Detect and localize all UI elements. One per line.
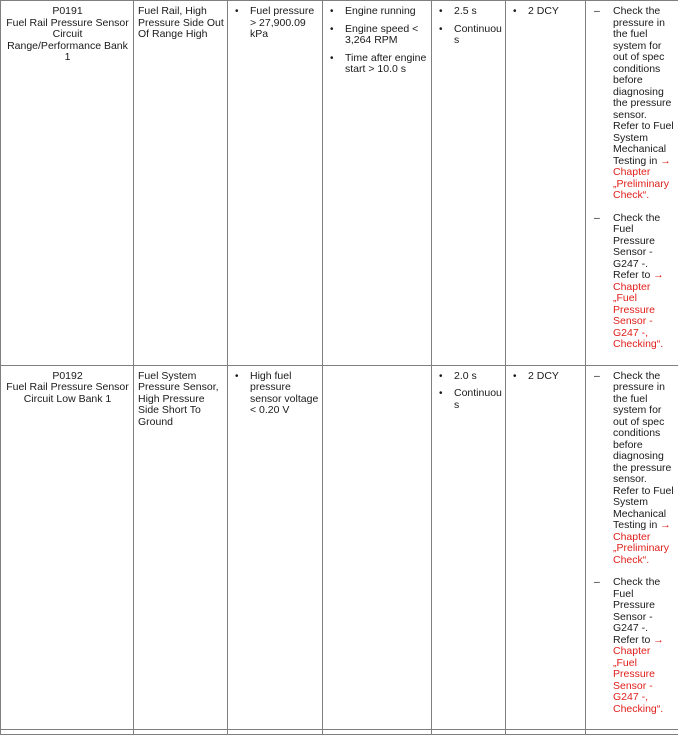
- dash-icon: –: [594, 6, 600, 18]
- actions-cell: [586, 365, 678, 730]
- conditions-list: [327, 6, 428, 76]
- error-text-cell: [134, 1, 228, 366]
- time-list: [436, 371, 502, 412]
- list-item: [510, 371, 582, 383]
- error-text-cell: [134, 365, 228, 730]
- bullet-icon: •: [235, 371, 239, 383]
- empty-cell: [1, 730, 134, 735]
- dtc-cell: [1, 365, 134, 730]
- dtc-name: Fuel Rail Pressure Sensor Circuit Range/Performance Bank 1: [5, 18, 130, 64]
- empty-cell: [506, 730, 586, 735]
- empty-cell: [134, 730, 228, 735]
- error-text: Fuel Rail, High Pressure Side Out Of Range High: [138, 6, 224, 41]
- action-item: [590, 371, 675, 567]
- list-item-text: Engine speed < 3,264 RPM: [345, 23, 418, 47]
- dash-icon: –: [594, 371, 600, 383]
- list-item: [436, 6, 502, 18]
- dtc-code: P0191: [5, 6, 130, 18]
- chapter-link[interactable]: → Chapter „Preliminary Check“.: [613, 519, 671, 566]
- action-text: Check the Fuel Pressure Sensor -G247 -. Refer to: [613, 576, 660, 646]
- action-text: Check the Fuel Pressure Sensor -G247 -. Refer to: [613, 212, 660, 282]
- dtc-cell: [1, 1, 134, 366]
- list-item-text: 2 DCY: [528, 370, 559, 382]
- time-cell: [432, 1, 506, 366]
- bullet-icon: •: [439, 6, 443, 18]
- chapter-link[interactable]: → Chapter „Fuel Pressure Sensor -G247 -, Checking“.: [613, 634, 664, 715]
- mil-cell: [506, 365, 586, 730]
- list-item: [327, 6, 428, 18]
- empty-cell: [432, 730, 506, 735]
- error-text: Fuel System Pressure Sensor, High Pressure Side Short To Ground: [138, 371, 224, 429]
- list-item: [436, 371, 502, 383]
- actions-list: [590, 6, 675, 351]
- actions-cell: [586, 1, 678, 366]
- list-item: [327, 24, 428, 47]
- list-item-text: Time after engine start > 10.0 s: [345, 52, 426, 76]
- threshold-list: [232, 371, 319, 417]
- bullet-icon: •: [439, 371, 443, 383]
- list-item-text: Continuous: [454, 23, 502, 47]
- bullet-icon: •: [235, 6, 239, 18]
- list-item: [436, 24, 502, 47]
- empty-cell: [323, 730, 432, 735]
- bullet-icon: •: [330, 53, 334, 65]
- bullet-icon: •: [330, 6, 334, 18]
- list-item: [232, 6, 319, 41]
- threshold-cell: [228, 365, 323, 730]
- conditions-cell: [323, 1, 432, 366]
- table-row: [1, 730, 678, 735]
- dash-icon: –: [594, 213, 600, 225]
- dash-icon: –: [594, 577, 600, 589]
- list-item: [510, 6, 582, 18]
- bullet-icon: •: [439, 24, 443, 36]
- list-item-text: 2.0 s: [454, 370, 477, 382]
- action-text: Check the pressure in the fuel system for out of spec conditions before diagnosing the pressure sensor. Refer to Fuel System Mechanical Testing in: [613, 370, 674, 532]
- mil-list: [510, 6, 582, 18]
- list-item-text: Continuous: [454, 387, 502, 411]
- time-cell: [432, 365, 506, 730]
- list-item-text: High fuel pressure sensor voltage < 0.20 V: [250, 370, 318, 417]
- empty-cell: [228, 730, 323, 735]
- dtc-code: P0192: [5, 371, 130, 383]
- list-item-text: Engine running: [345, 5, 416, 17]
- action-text: Check the pressure in the fuel system for out of spec conditions before diagnosing the pressure sensor. Refer to Fuel System Mechanical Testing in: [613, 5, 674, 167]
- action-item: [590, 577, 675, 715]
- bullet-icon: •: [439, 388, 443, 400]
- chapter-link[interactable]: → Chapter „Preliminary Check“.: [613, 155, 671, 202]
- table-row: [1, 1, 678, 366]
- mil-cell: [506, 1, 586, 366]
- table-row: [1, 365, 678, 730]
- list-item-text: 2 DCY: [528, 5, 559, 17]
- bullet-icon: •: [513, 371, 517, 383]
- bullet-icon: •: [330, 24, 334, 36]
- list-item: [436, 388, 502, 411]
- list-item-text: Fuel pressure > 27,900.09 kPa: [250, 5, 314, 40]
- actions-list: [590, 371, 675, 716]
- conditions-cell: [323, 365, 432, 730]
- dtc-name: Fuel Rail Pressure Sensor Circuit Low Bank 1: [5, 382, 130, 405]
- action-item: [590, 6, 675, 202]
- mil-list: [510, 371, 582, 383]
- threshold-cell: [228, 1, 323, 366]
- action-item: [590, 213, 675, 351]
- list-item-text: 2.5 s: [454, 5, 477, 17]
- bullet-icon: •: [513, 6, 517, 18]
- empty-cell: [586, 730, 678, 735]
- time-list: [436, 6, 502, 47]
- list-item: [327, 53, 428, 76]
- chapter-link[interactable]: → Chapter „Fuel Pressure Sensor -G247 -, Checking“.: [613, 269, 664, 350]
- list-item: [232, 371, 319, 417]
- threshold-list: [232, 6, 319, 41]
